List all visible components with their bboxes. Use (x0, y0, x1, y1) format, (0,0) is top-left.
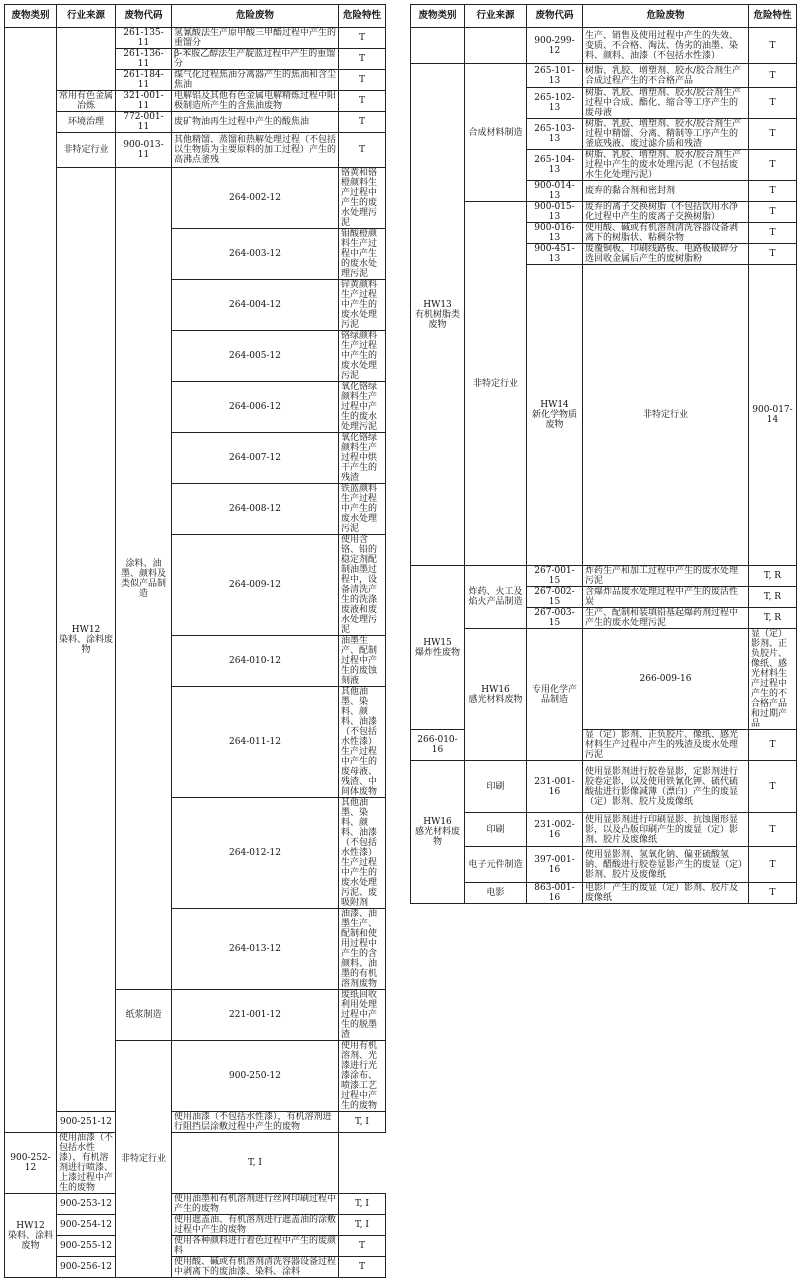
waste-code-cell: 264-006-12 (172, 382, 339, 433)
table-row (411, 28, 797, 64)
table-row (411, 64, 797, 88)
hazard-property-cell: T, R (749, 566, 797, 587)
waste-code-cell: 261-136-11 (116, 49, 172, 70)
industry-source-cell: 非特定行业 (583, 265, 749, 566)
hazard-property-cell: T (339, 133, 386, 168)
waste-description-cell: 使用油漆（不包括水性漆），有机溶剂进行阻挡层涂敷过程中产生的废物 (172, 1112, 339, 1133)
industry-source-cell: 涂料、油墨、颜料及类似产品制造 (116, 168, 172, 990)
waste-code-cell: 397-001-16 (527, 847, 583, 883)
industry-source-cell (57, 28, 116, 91)
industry-source-cell: 电子元件制造 (465, 847, 527, 883)
header-waste: 危险废物 (583, 5, 749, 28)
waste-description-cell: 含爆炸品废水处理过程中产生的废活性炭 (583, 587, 749, 608)
waste-code-cell: 772-001-11 (116, 112, 172, 133)
header-industry: 行业来源 (57, 5, 116, 28)
waste-code-cell: 265-104-13 (527, 150, 583, 181)
waste-code-cell: 264-003-12 (172, 229, 339, 280)
waste-description-cell: 油墨生产、配制过程中产生的废蚀刻液 (339, 636, 386, 687)
hazard-property-cell: T (749, 181, 797, 202)
table-row (411, 813, 797, 847)
waste-code-cell: 264-005-12 (172, 331, 339, 382)
left-hazardous-waste-table (4, 4, 386, 1278)
table-row (5, 168, 386, 229)
waste-description-cell: 锌黄颜料生产过程中产生的废水处理污泥 (339, 280, 386, 331)
table-row (411, 629, 797, 730)
waste-code-cell: 900-013-11 (116, 133, 172, 168)
waste-code-cell: 900-253-12 (57, 1194, 116, 1215)
industry-source-cell: 印刷 (465, 813, 527, 847)
waste-code-cell: 264-004-12 (172, 280, 339, 331)
waste-description-cell: 使用各种颜料进行着色过程中产生的废颜料 (172, 1236, 339, 1257)
industry-source-cell: 合成材料制造 (465, 64, 527, 202)
waste-description-cell: 其他油墨、染料、颜料、油漆（不包括水性漆）生产过程中产生的废母液、残渣、中间体废物 (339, 687, 386, 798)
waste-description-cell: 使用显影剂进行胶卷显影，定影剂进行胶卷定影，以及使用铁氰化钾、硫代硫酸盐进行影像减薄（漂白）产生的废显（定）影剂、胶片及废像纸 (583, 761, 749, 813)
waste-category-cell: HW13 有机树脂类废物 (411, 64, 465, 566)
waste-code-cell: 900-254-12 (57, 1215, 116, 1236)
waste-description-cell: 生产、配制和装填铅基起爆药剂过程中产生的废水处理污泥 (583, 608, 749, 629)
waste-code-cell: 264-008-12 (172, 484, 339, 535)
waste-code-cell: 266-009-16 (583, 629, 749, 730)
hazard-property-cell: T, I (339, 1194, 386, 1215)
waste-code-cell: 900-250-12 (172, 1041, 339, 1112)
table-row (411, 566, 797, 587)
hazard-property-cell: T (749, 223, 797, 244)
waste-code-cell: 321-001-11 (116, 91, 172, 112)
waste-code-cell: 900-014-13 (527, 181, 583, 202)
waste-code-cell: 900-299-12 (527, 28, 583, 64)
waste-description-cell: 铁蓝颜料生产过程中产生的废水处理污泥 (339, 484, 386, 535)
right-table-body (411, 28, 797, 904)
header-industry: 行业来源 (465, 5, 527, 28)
waste-code-cell: 265-101-13 (527, 64, 583, 88)
table-row (5, 133, 386, 168)
waste-code-cell: 266-010-16 (411, 730, 465, 761)
waste-description-cell: 树脂、乳胶、增塑剂、胶水/胶合剂生产过程中产生的废水处理污泥（不包括废水生化处理污泥） (583, 150, 749, 181)
waste-code-cell: 264-011-12 (172, 687, 339, 798)
industry-source-cell: 环境治理 (57, 112, 116, 133)
waste-description-cell: 废覆铜板、印刷线路板、电路板破碎分选回收金属后产生的废树脂粉 (583, 244, 749, 265)
waste-description-cell: 树脂、乳胶、增塑剂、胶水/胶合剂生产过程中精馏、分离、精制等工序产生的釜底残液、废过滤介质和残渣 (583, 119, 749, 150)
hazard-property-cell: T (749, 761, 797, 813)
waste-category-cell: HW12 染料、涂料废物 (5, 1194, 57, 1278)
waste-code-cell: 900-017-14 (749, 265, 797, 566)
table-row (5, 112, 386, 133)
hazard-property-cell: T (339, 1236, 386, 1257)
hazard-property-cell: T (749, 813, 797, 847)
hazard-property-cell: T (749, 244, 797, 265)
hazard-property-cell: T, I (339, 1112, 386, 1133)
waste-description-cell: 树脂、乳胶、增塑剂、胶水/胶合剂生产合成过程产生的不合格产品 (583, 64, 749, 88)
hazard-property-cell: T (339, 112, 386, 133)
waste-category-cell: HW16 感光材料废物 (411, 761, 465, 904)
header-property: 危险特性 (749, 5, 797, 28)
hazard-property-cell: T (749, 730, 797, 761)
industry-source-cell: 非特定行业 (57, 133, 116, 168)
waste-description-cell: 废矿物油再生过程中产生的酸焦油 (172, 112, 339, 133)
industry-source-cell: 非特定行业 (465, 202, 527, 566)
table-row (411, 883, 797, 904)
table-header-row (5, 5, 386, 28)
waste-code-cell: 264-013-12 (172, 909, 339, 990)
hazard-property-cell: T (749, 202, 797, 223)
waste-code-cell: 900-451-13 (527, 244, 583, 265)
header-property: 危险特性 (339, 5, 386, 28)
industry-source-cell: 非特定行业 (116, 1041, 172, 1278)
waste-code-cell: 231-001-16 (527, 761, 583, 813)
table-header-row (411, 5, 797, 28)
table-row (5, 1215, 386, 1236)
waste-category-cell (411, 28, 465, 64)
waste-code-cell: 900-255-12 (57, 1236, 116, 1257)
table-row (411, 202, 797, 223)
waste-description-cell: 使用酸、碱或有机溶剂清洗容器设备过程中剥离下的废油漆、染料、涂料 (172, 1257, 339, 1278)
waste-description-cell: 铬黄和铬橙颜料生产过程中产生的废水处理污泥 (339, 168, 386, 229)
hazard-property-cell: T (749, 847, 797, 883)
header-waste: 危险废物 (172, 5, 339, 28)
waste-description-cell: 废弃的黏合剂和密封剂 (583, 181, 749, 202)
hazard-property-cell: T (749, 119, 797, 150)
waste-code-cell: 267-001-15 (527, 566, 583, 587)
waste-description-cell: 显（定）影剂、正负胶片、像纸、感光材料生产过程中产生的不合格产品和过期产品 (749, 629, 797, 730)
waste-description-cell: 生产、销售及使用过程中产生的失效、变质、不合格、淘汰、伪劣的油墨、染料、颜料、油漆（不包括水性漆） (583, 28, 749, 64)
waste-code-cell: 900-016-13 (527, 223, 583, 244)
waste-code-cell: 267-003-15 (527, 608, 583, 629)
industry-source-cell: 常用有色金属冶炼 (57, 91, 116, 112)
industry-source-cell: 专用化学产品制造 (527, 629, 583, 761)
table-row (5, 91, 386, 112)
waste-code-cell: 267-002-15 (527, 587, 583, 608)
header-category: 废物类别 (411, 5, 465, 28)
waste-description-cell: 使用有机溶剂、光漆进行光漆涂布、喷漆工艺过程中产生的废物 (339, 1041, 386, 1112)
hazard-property-cell: T (749, 64, 797, 88)
hazard-property-cell: T (339, 1257, 386, 1278)
waste-description-cell: 炸药生产和加工过程中产生的废水处理污泥 (583, 566, 749, 587)
table-row (5, 1257, 386, 1278)
waste-code-cell: 264-012-12 (172, 798, 339, 909)
hazard-property-cell: T (339, 91, 386, 112)
waste-category-cell: HW14 新化学物质废物 (527, 265, 583, 566)
waste-description-cell: β-苯胺乙醇法生产靛蓝过程中产生的重馏分 (172, 49, 339, 70)
industry-source-cell: 炸药、火工及焰火产品制造 (465, 566, 527, 629)
hazard-property-cell: T (749, 150, 797, 181)
right-hazardous-waste-table (410, 4, 797, 904)
waste-category-cell (5, 28, 57, 1133)
waste-code-cell: 261-135-11 (116, 28, 172, 49)
waste-description-cell: 铬绿颜料生产过程中产生的废水处理污泥 (339, 331, 386, 382)
hazard-property-cell: T (339, 28, 386, 49)
table-row (5, 1133, 386, 1194)
header-category: 废物类别 (5, 5, 57, 28)
hazard-property-cell: T (339, 49, 386, 70)
waste-description-cell: 使用遮盖油、有机溶剂进行遮盖油的涂敷过程中产生的废物 (172, 1215, 339, 1236)
left-table-body (5, 28, 386, 1278)
waste-code-cell: 265-102-13 (527, 88, 583, 119)
header-code: 废物代码 (527, 5, 583, 28)
waste-description-cell: 电影厂产生的废显（定）影剂、胶片及废像纸 (583, 883, 749, 904)
hazard-property-cell: T (749, 88, 797, 119)
waste-description-cell: 电解铝及其他有色金属电解精炼过程中阳极制造所产生的含焦油废物 (172, 91, 339, 112)
waste-description-cell: 氢氰酸法生产原甲酸三甲酯过程中产生的重馏分 (172, 28, 339, 49)
hazard-property-cell: T, R (749, 587, 797, 608)
table-row (5, 1236, 386, 1257)
waste-code-cell: 261-184-11 (116, 70, 172, 91)
table-row (5, 1194, 386, 1215)
industry-source-cell: 印刷 (465, 761, 527, 813)
waste-description-cell: 使用显影剂进行印刷显影、抗蚀图形显影，以及凸版印刷产生的废显（定）影剂、胶片及废像纸 (583, 813, 749, 847)
table-row (411, 761, 797, 813)
waste-code-cell: 221-001-12 (172, 990, 339, 1041)
industry-source-cell: 电影 (465, 883, 527, 904)
waste-category-cell: HW16 感光材料废物 (465, 629, 527, 761)
waste-code-cell: 264-002-12 (172, 168, 339, 229)
waste-description-cell: 使用油漆（不包括水性漆），有机溶剂进行喷漆、上漆过程中产生的废物 (57, 1133, 116, 1194)
industry-source-cell (465, 28, 527, 64)
waste-code-cell: 900-251-12 (57, 1112, 116, 1133)
hazard-property-cell: T (749, 28, 797, 64)
table-row (5, 1112, 386, 1133)
table-row (5, 28, 386, 49)
waste-description-cell: 废纸回收利用处理过程中产生的脱墨渣 (339, 990, 386, 1041)
waste-description-cell: 氧化铬绿颜料生产过程中产生的废水处理污泥 (339, 382, 386, 433)
hazard-property-cell: T, R (749, 608, 797, 629)
hazard-property-cell: T, I (172, 1133, 339, 1194)
waste-description-cell: 其他精馏、蒸馏和热解处理过程（不包括以生物质为主要原料的加工过程）产生的高沸点釜残 (172, 133, 339, 168)
waste-description-cell: 使用含铬、铅的稳定剂配制油墨过程中，设备清洗产生的洗涤废液和废水处理污泥 (339, 535, 386, 636)
waste-description-cell: 树脂、乳胶、增塑剂、胶水/胶合剂生产过程中合成、酯化、缩合等工序产生的废母液 (583, 88, 749, 119)
waste-description-cell: 废弃的离子交换树脂（不包括饮用水净化过程中产生的废离子交换树脂） (583, 202, 749, 223)
waste-code-cell: 265-103-13 (527, 119, 583, 150)
waste-code-cell: 264-010-12 (172, 636, 339, 687)
header-code: 废物代码 (116, 5, 172, 28)
waste-code-cell: 900-256-12 (57, 1257, 116, 1278)
waste-description-cell: 其他油墨、染料、颜料、油漆（不包括水性漆）生产过程中产生的废水处理污泥、废吸附剂 (339, 798, 386, 909)
waste-description-cell: 煤气化过程焦油分离器产生的焦油和含尘焦油 (172, 70, 339, 91)
table-row (411, 847, 797, 883)
waste-code-cell: 900-252-12 (5, 1133, 57, 1194)
waste-description-cell: 使用显影剂、氢氧化钠、偏亚硫酸氢钠、醋酸进行胶卷显影产生的废显（定）影剂、胶片及废像纸 (583, 847, 749, 883)
waste-description-cell: 使用酸、碱或有机溶剂清洗容器设备剥离下的树脂状、粘稠杂物 (583, 223, 749, 244)
waste-code-cell: 900-015-13 (527, 202, 583, 223)
waste-description-cell: 显（定）影剂、正负胶片、像纸、感光材料生产过程中产生的残渣及废水处理污泥 (583, 730, 749, 761)
hazard-property-cell: T (749, 883, 797, 904)
waste-code-cell: 863-001-16 (527, 883, 583, 904)
waste-category-cell: HW15 爆炸性废物 (411, 566, 465, 730)
waste-category-cell: HW12 染料、涂料废物 (57, 168, 116, 1112)
waste-description-cell: 氧化铬绿颜料生产过程中烘干产生的残渣 (339, 433, 386, 484)
waste-code-cell: 231-002-16 (527, 813, 583, 847)
industry-source-cell: 纸浆制造 (116, 990, 172, 1041)
waste-description-cell: 钼酸橙颜料生产过程中产生的废水处理污泥 (339, 229, 386, 280)
waste-code-cell: 264-007-12 (172, 433, 339, 484)
waste-description-cell: 使用油墨和有机溶剂进行丝网印刷过程中产生的废物 (172, 1194, 339, 1215)
waste-code-cell: 264-009-12 (172, 535, 339, 636)
waste-description-cell: 油漆、油墨生产、配制和使用过程中产生的含颜料、油墨的有机溶剂废物 (339, 909, 386, 990)
hazard-property-cell: T, I (339, 1215, 386, 1236)
hazard-property-cell: T (339, 70, 386, 91)
